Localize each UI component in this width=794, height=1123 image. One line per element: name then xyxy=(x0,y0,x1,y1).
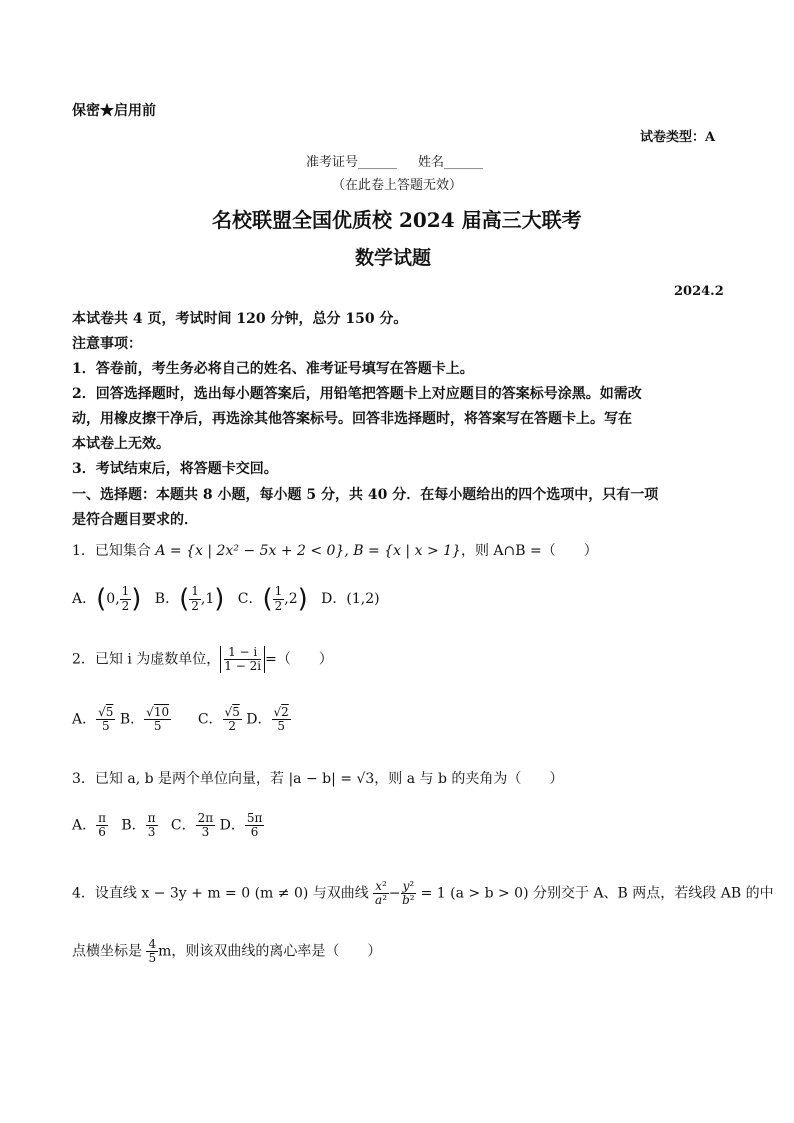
exam-title: 名校联盟全国优质校 2024 届高三大联考 xyxy=(212,208,582,232)
question-2-stem xyxy=(72,646,333,673)
exam-subtitle: 数学试题 xyxy=(355,247,432,269)
q2-numerator: 1 − i xyxy=(224,646,261,660)
q4-text-b1: 点横坐标是 xyxy=(72,943,147,960)
notes-item-3: 3．考试结束后，将答题卡交回。 xyxy=(72,461,278,477)
question-4-stem-line1: 4．设直线 x − 3y + m = 0 (m ≠ 0) 与双曲线 $\frac{\text{x²}}{\text{a²}}$ − $\frac{\text{y²}}{\text{b²}}$ = 1 (a > b > 0) 分别交于 A、B 两点，若线段 AB 的中 xyxy=(72,879,774,908)
notes-intro: 本试卷共 4 页，考试时间 120 分钟，总分 150 分。 xyxy=(72,311,408,327)
q4-text-b2: m，则该双曲线的离心率是（ ） xyxy=(158,943,382,960)
q3-option-a-label: A． xyxy=(72,817,97,834)
q4-text-a2: = 1 (a > b > 0) 分别交于 A、B 两点，若线段 AB 的中 xyxy=(416,885,774,902)
q2-option-c-label: C． xyxy=(197,711,223,728)
question-2-options: A． $\frac{√5}{5}$ B． $\frac{√10}{5}$ C． $\frac{√5}{2}$ D． $\frac{√2}{5}$ xyxy=(72,705,289,734)
q1-option-c-label: C． xyxy=(237,591,263,607)
notes-item-1: 1．答卷前，考生务必将自己的姓名、准考证号填写在答题卡上。 xyxy=(72,361,474,377)
q1-option-d-value: (1,2) xyxy=(346,591,380,607)
notes-heading: 注意事项： xyxy=(72,336,142,352)
q3-option-b-label: B． xyxy=(121,817,146,834)
q2-option-d-label: D． xyxy=(246,711,272,728)
q1-set-b: , B = {x | x > 1} xyxy=(344,543,461,559)
q1-prefix: 1．已知集合 xyxy=(72,543,156,559)
question-1-stem xyxy=(72,540,598,560)
q4-text-a1: 4．设直线 x − 3y + m = 0 (m ≠ 0) 与双曲线 xyxy=(72,885,374,902)
question-3-options: A． $\frac{\pi}{6}$ B． $\frac{\pi}{3}$ C． $\frac{2\pi}{3}$ D． $\frac{5\pi}{6}$ xyxy=(72,811,263,840)
q2-option-b-label: B． xyxy=(119,711,145,728)
answer-note: （在此卷上答题无效） xyxy=(332,178,463,193)
q2-prefix: 2．已知 i 为虚数单位， xyxy=(72,651,221,668)
confidential-mark: 保密★启用前 xyxy=(72,103,156,119)
exam-id-field: 准考证号______ xyxy=(306,155,398,170)
section1-heading-b: 是符合题目要求的． xyxy=(72,512,198,528)
q3-option-c-label: C． xyxy=(170,817,196,834)
q3-option-d-label: D． xyxy=(219,817,245,834)
exam-date: 2024.2 xyxy=(674,284,724,299)
question-3-stem: 3．已知 a, b 是两个单位向量，若 |a − b| = √3，则 a 与 b 的夹角为（ ） xyxy=(72,771,564,787)
question-4-stem-line2: 点横坐标是 $\frac{4}{5}$ m，则该双曲线的离心率是（ ） xyxy=(72,937,382,966)
q1-option-d-label: D． xyxy=(321,591,347,607)
section1-heading-a: 一、选择题：本题共 8 小题，每小题 5 分，共 40 分．在每小题给出的四个选项中，只有一项 xyxy=(72,487,659,503)
q1-option-b-label: B． xyxy=(154,591,180,607)
notes-item-2c: 本试卷上无效。 xyxy=(72,436,170,452)
q2-option-a-label: A． xyxy=(72,711,97,728)
q2-suffix: =（ ） xyxy=(265,651,333,668)
notes-item-2b: 动，用橡皮擦干净后，再选涂其他答案标号。回答非选择题时，将答案写在答题卡上。写在 xyxy=(72,411,632,427)
q2-denominator: 1 − 2i xyxy=(224,659,262,674)
question-1-options: A．(0, $\frac{1}{2}$ ) B．( $\frac{1}{2}$ ,1) C．( $\frac{1}{2}$ ,2) D．(1,2) xyxy=(72,584,380,614)
name-field: 姓名______ xyxy=(418,155,484,170)
q1-option-a-label: A． xyxy=(72,591,97,607)
notes-item-2a: 2．回答选择题时，选出每小题答案后，用铅笔把答题卡上对应题目的答案标号涂黑。如需改 xyxy=(72,386,642,402)
q1-suffix: ，则 A∩B =（ ） xyxy=(460,543,598,559)
q1-set-a: A = {x | 2x² − 5x + 2 < 0} xyxy=(155,543,345,559)
paper-type: 试卷类型：A xyxy=(640,130,716,145)
